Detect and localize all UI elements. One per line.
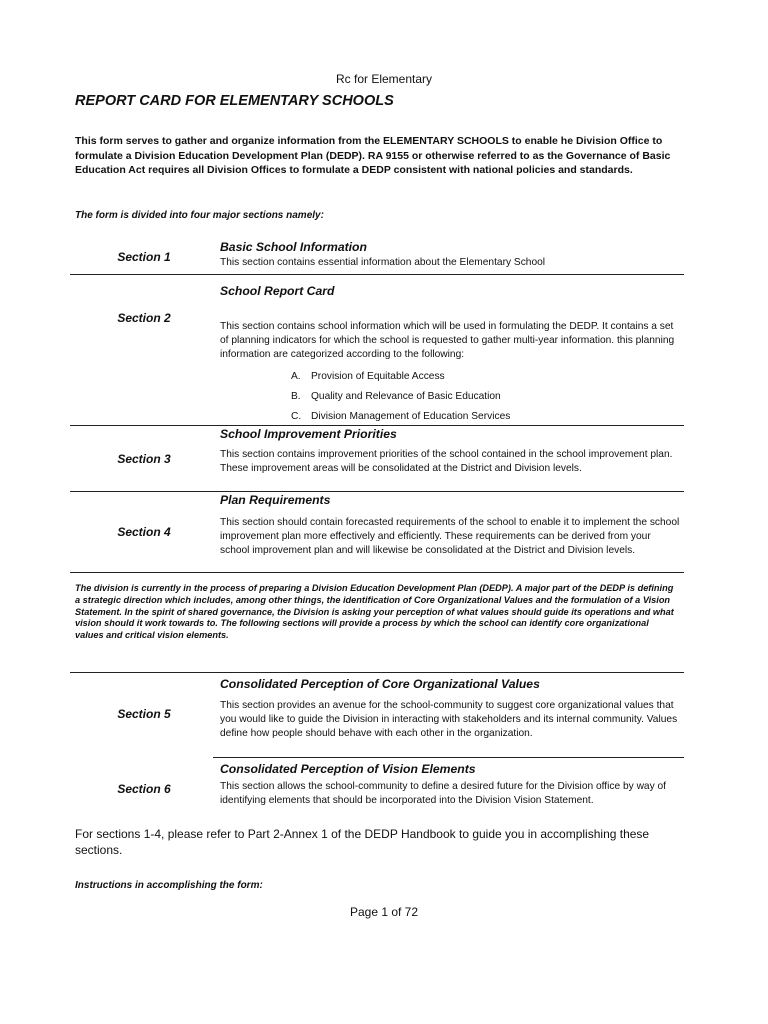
page-number: Page 1 of 72	[349, 905, 419, 919]
section-2-list-item	[291, 391, 501, 402]
section-6-description: This section allows the school-community to define a desired future for the Division office by way of identifying elements that should be incorporated into the Division Vision Statement.	[220, 781, 667, 806]
section-4-title: Plan Requirements	[220, 493, 331, 507]
section-divider	[70, 274, 684, 275]
section-divider	[70, 572, 684, 573]
running-header: Rc for Elementary	[335, 72, 433, 86]
section-5-title: Consolidated Perception of Core Organizational Values	[220, 677, 540, 691]
section-6-label: Section 6	[117, 782, 171, 796]
section-divider	[70, 425, 684, 426]
list-item-letter: A.	[291, 371, 301, 382]
section-5-description: This section provides an avenue for the school-community to suggest core organizational values that you would like to guide the Division in interacting with stakeholders and its internal community. Values define how people should behave with each other in the organization.	[220, 700, 678, 739]
section-divider	[70, 672, 684, 673]
list-item-letter: B.	[291, 391, 301, 402]
instructions-heading: Instructions in accomplishing the form:	[75, 880, 263, 891]
section-2-list-item	[291, 411, 510, 422]
closing-paragraph: For sections 1-4, please refer to Part 2-Annex 1 of the DEDP Handbook to guide you in accomplishing these sections.	[75, 827, 650, 857]
dedp-note-paragraph: The division is currently in the process of preparing a Division Education Development Plan (DEDP). A major part of the DEDP is defining a strategic direction which includes, among other things, the identification of Core Organizational Values and the formulation of a Vision Statement. In the spirit of shared governance, the Division is asking your perception of what values should guide its operations and what vision should it work towards to. The following sections will provide a process by which the school can identify core organizational values and critical vision elements.	[75, 583, 674, 641]
section-4-label: Section 4	[117, 525, 171, 539]
section-6-title: Consolidated Perception of Vision Elements	[220, 762, 476, 776]
page-title: REPORT CARD FOR ELEMENTARY SCHOOLS	[75, 93, 394, 109]
intro-paragraph: This form serves to gather and organize information from the ELEMENTARY SCHOOLS to enable he Division Office to formulate a Division Education Development Plan (DEDP). RA 9155 or otherwise referred to as the Governance of Basic Education Act requires all Division Offices to formulate a DEDP consistent with national policies and standards.	[75, 135, 671, 177]
section-3-label: Section 3	[117, 452, 171, 466]
section-1-title: Basic School Information	[220, 240, 367, 254]
section-1-description: This section contains essential information about the Elementary School	[220, 257, 546, 268]
section-2-title: School Report Card	[220, 284, 335, 298]
list-item-text: Division Management of Education Services	[311, 411, 511, 422]
section-5-label: Section 5	[117, 707, 171, 721]
list-item-text: Quality and Relevance of Basic Education	[311, 391, 501, 402]
list-item-letter: C.	[291, 411, 302, 422]
section-divider	[70, 491, 684, 492]
section-2-list-item	[291, 371, 445, 382]
list-item-text: Provision of Equitable Access	[311, 371, 445, 382]
section-1-label: Section 1	[117, 250, 171, 264]
section-3-title: School Improvement Priorities	[220, 427, 397, 441]
section-3-description: This section contains improvement priorities of the school contained in the school improvement plan. These improvement areas will be consolidated at the District and Division levels.	[220, 449, 673, 474]
section-2-label: Section 2	[117, 311, 171, 325]
section-4-description: This section should contain forecasted requirements of the school to enable it to implement the school improvement plan more effectively and efficiently. These requirements can be derived from your school improvement plan and will likewise be consolidated at the District and Division levels.	[220, 517, 680, 556]
section-2-description: This section contains school information which will be used in formulating the DEDP. It contains a set of planning indicators for which the school is requested to gather multi-year information. this planning information are categorized according to the following:	[220, 321, 675, 360]
sections-lead-in: The form is divided into four major sections namely:	[75, 210, 324, 221]
section-divider	[213, 757, 684, 758]
